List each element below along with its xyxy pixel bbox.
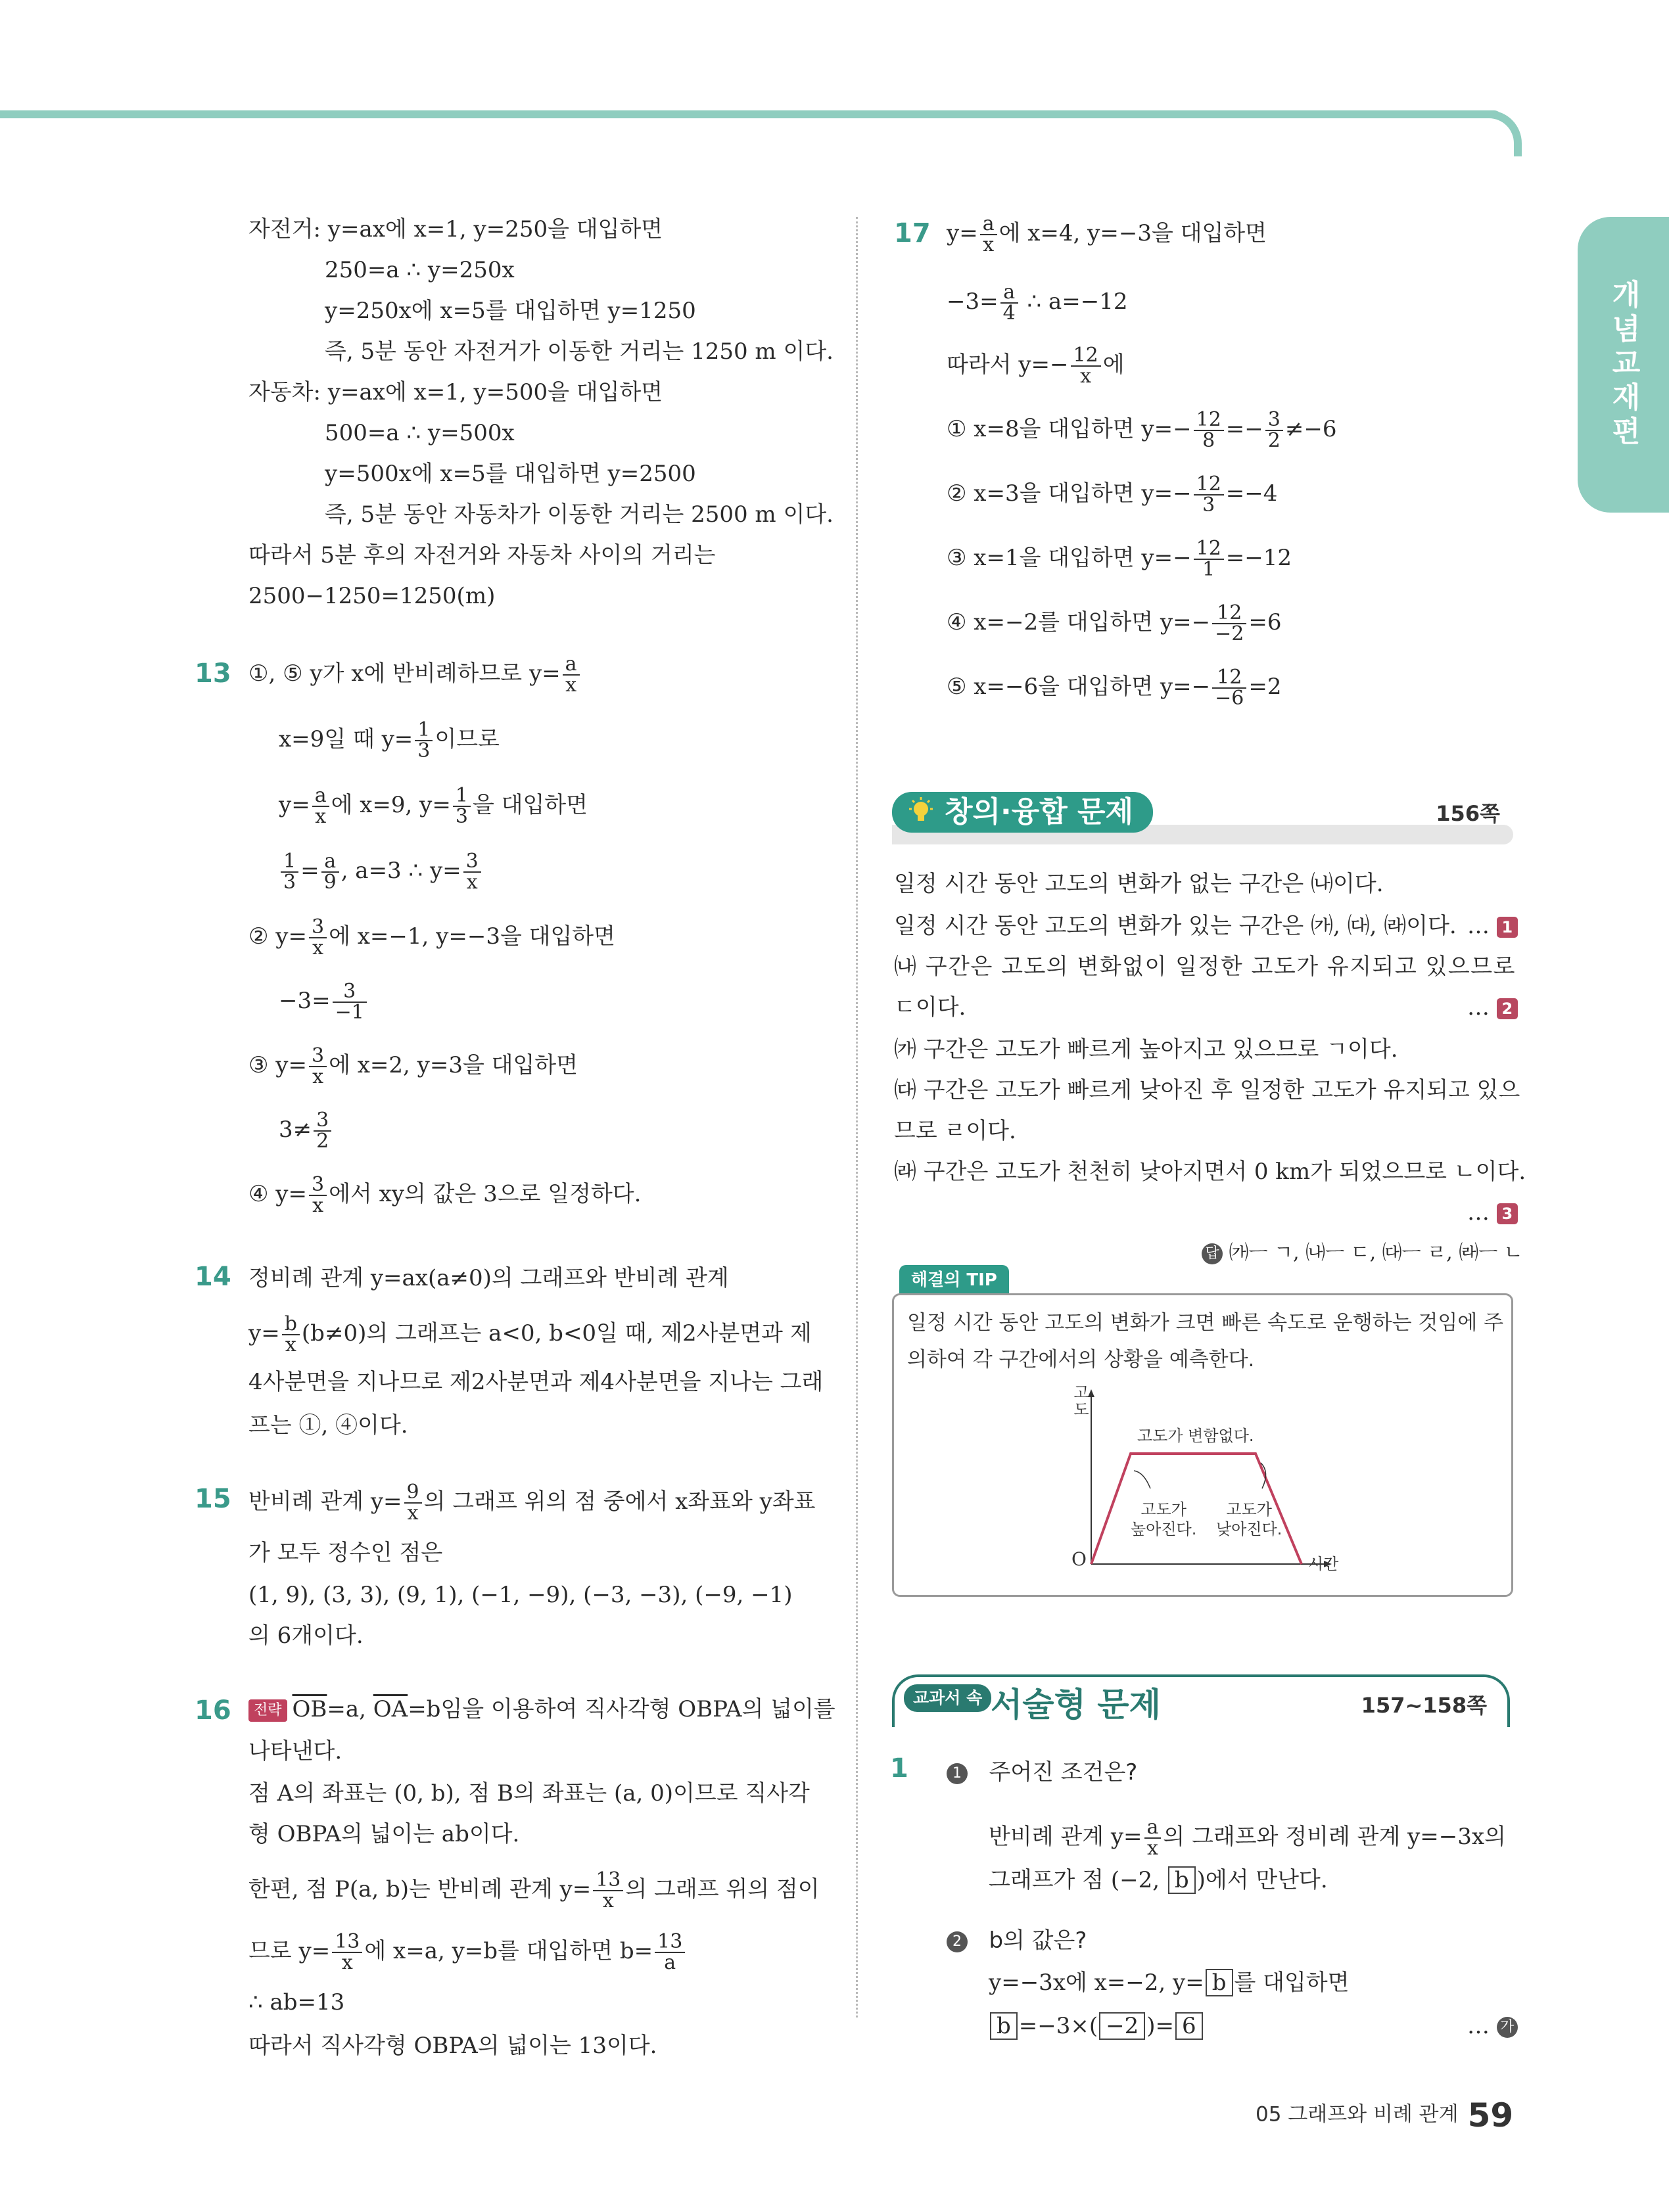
q16-line-8: 따라서 직사각형 OBPA의 넓이는 13이다. <box>248 2033 657 2059</box>
essay-step-2-line-1: y=−3x에 x=−2, y= b 를 대입하면 <box>989 1970 1350 1996</box>
graph-y-label: 고도 <box>1073 1383 1089 1419</box>
creative-line-8: ㈑ 구간은 고도가 천천히 낮아지면서 0 km가 되었으므로 ㄴ이다. <box>894 1159 1526 1185</box>
lightbulb-icon <box>906 797 935 826</box>
q14-line-3: 4사분면을 지나므로 제2사분면과 제4사분면을 지나는 그래 <box>248 1369 824 1395</box>
step-1-badge: 1 <box>947 1763 968 1784</box>
essay-page-ref: 157~158쪽 <box>1361 1693 1487 1718</box>
left-line-2: 250=a ∴ y=250x <box>325 257 515 283</box>
problem-number-17: 17 <box>894 218 931 248</box>
problem-number-16: 16 <box>195 1695 231 1726</box>
page-number: 59 <box>1467 2096 1514 2134</box>
left-line-10: 2500−1250=1250(m) <box>248 583 496 609</box>
step-badge-2: 2 <box>1497 998 1518 1019</box>
q13-line-4: $\frac{1}{3}$ = $\frac{a}{9}$ , a=3 ∴ y= $\frac{3}{x}$ <box>279 852 483 892</box>
left-line-8: 즉, 5분 동안 자동차가 이동한 거리는 2500 m 이다. <box>325 501 834 528</box>
problem-number-13: 13 <box>195 658 231 689</box>
essay-step-1-line-2: 그래프가 점 (−2, b )에서 만난다. <box>989 1867 1328 1893</box>
creative-line-5: ㈎ 구간은 고도가 빠르게 높아지고 있으므로 ㄱ이다. <box>894 1036 1398 1063</box>
q13-line-3: y= $\frac{a}{x}$ 에 x=9, y= $\frac{1}{3}$ 을 대입하면 <box>279 784 588 828</box>
q17-line-1: y= $\frac{a}{x}$ 에 x=4, y=−3을 대입하면 <box>947 212 1267 256</box>
creative-line-4: ㄷ이다. <box>894 994 966 1021</box>
q17-line-3: 따라서 y=− $\frac{12}{x}$ 에 <box>947 344 1125 388</box>
creative-mark-1: … 1 <box>1467 911 1518 941</box>
tip-line-2: 의하여 각 구간에서의 상황을 예측한다. <box>907 1348 1255 1371</box>
q17-line-4: ① x=8을 대입하면 y=− $\frac{12}{8}$ =− $\frac{3}{2}$ ≠−6 <box>947 408 1337 452</box>
column-divider <box>856 217 858 2017</box>
creative-answer: 답 ㈎ㅡ ㄱ, ㈏ㅡ ㄷ, ㈐ㅡ ㄹ, ㈑ㅡ ㄴ <box>1202 1238 1523 1268</box>
page-footer <box>1256 2096 1513 2134</box>
essay-section-header <box>892 1674 1513 1727</box>
strategy-badge: 전략 <box>248 1699 287 1722</box>
creative-mark-3: … 3 <box>1467 1197 1518 1228</box>
left-line-4: 즉, 5분 동안 자전거가 이동한 거리는 1250 m 이다. <box>325 338 834 365</box>
q16-line-6: 므로 y= $\frac{13}{x}$ 에 x=a, y=b를 대입하면 b= $\frac{13}{a}$ <box>248 1932 687 1973</box>
tip-line-1: 일정 시간 동안 고도의 변화가 크면 빠른 속도로 운행하는 것임에 주 <box>907 1311 1504 1335</box>
graph-right-label: 고도가 낮아진다. <box>1216 1500 1282 1538</box>
q15-line-2: 가 모두 정수인 점은 <box>248 1540 443 1566</box>
q17-line-7: ④ x=−2를 대입하면 y=− $\frac{12}{-2}$ =6 <box>947 601 1282 645</box>
graph-top-label: 고도가 변함없다. <box>1137 1427 1254 1445</box>
q13-line-5: ② y= $\frac{3}{x}$ 에 x=−1, y=−3을 대입하면 <box>248 915 615 959</box>
q15-line-4: 의 6개이다. <box>248 1623 364 1649</box>
q16-line-3: 점 A의 좌표는 (0, b), 점 B의 좌표는 (a, 0)이므로 직사각 <box>248 1780 810 1807</box>
q14-line-1: 정비례 관계 y=ax(a≠0)의 그래프와 반비례 관계 <box>248 1265 729 1291</box>
graph-origin: O <box>1071 1548 1087 1570</box>
q16-line-2: 나타낸다. <box>248 1738 342 1764</box>
step-badge-1: 1 <box>1497 917 1518 938</box>
q14-line-4: 프는 ①, ④이다. <box>248 1412 408 1439</box>
left-line-6: 500=a ∴ y=500x <box>325 420 515 446</box>
creative-line-2: 일정 시간 동안 고도의 변화가 있는 구간은 ㈎, ㈐, ㈑이다. <box>894 913 1457 939</box>
creative-line-7: 므로 ㄹ이다. <box>894 1118 1016 1144</box>
step-2-badge: 2 <box>947 1931 968 1952</box>
essay-mark: … 가 <box>1467 2011 1518 2041</box>
left-line-1: 자전거: y=ax에 x=1, y=250을 대입하면 <box>248 216 663 242</box>
chapter-title: 05 그래프와 비례 관계 <box>1256 2102 1459 2127</box>
top-decor-curve <box>1463 110 1522 156</box>
q13-line-1: ①, ⑤ y가 x에 반비례하므로 y= $\frac{a}{x}$ <box>248 655 582 695</box>
tip-label: 해결의 TIP <box>899 1265 1009 1295</box>
creative-line-6: ㈐ 구간은 고도가 빠르게 낮아진 후 일정한 고도가 유지되고 있으 <box>894 1077 1520 1103</box>
left-line-5: 자동차: y=ax에 x=1, y=500을 대입하면 <box>248 379 663 405</box>
mark-ga-badge: 가 <box>1497 2017 1518 2038</box>
q15-line-3: (1, 9), (3, 3), (9, 1), (−1, −9), (−3, −3), (−9, −1) <box>248 1582 793 1608</box>
graph-x-label: 시간 <box>1308 1555 1339 1573</box>
creative-line-3: ㈏ 구간은 고도의 변화없이 일정한 고도가 유지되고 있으므로 <box>894 954 1516 980</box>
problem-number-14: 14 <box>195 1262 231 1292</box>
left-line-7: y=500x에 x=5를 대입하면 y=2500 <box>325 461 696 487</box>
rise-pointer <box>1134 1471 1150 1488</box>
q17-line-8: ⑤ x=−6을 대입하면 y=− $\frac{12}{-6}$ =2 <box>947 666 1282 710</box>
creative-line-1: 일정 시간 동안 고도의 변화가 없는 구간은 ㈏이다. <box>894 871 1384 897</box>
q14-line-2: y= $\frac{b}{x}$ (b≠0)의 그래프는 a<0, b<0일 때, 제2사분면과 제 <box>248 1312 812 1356</box>
creative-page-ref: 156쪽 <box>1436 801 1500 826</box>
q17-line-2: −3= $\frac{a}{4}$ ∴ a=−12 <box>947 281 1128 325</box>
q16-line-7: ∴ ab=13 <box>248 1989 345 2016</box>
creative-title: 창의·융합 문제 <box>892 792 1153 833</box>
essay-title: 서술형 문제 <box>991 1686 1161 1724</box>
q13-line-9: ④ y= $\frac{3}{x}$ 에서 xy의 값은 3으로 일정하다. <box>248 1173 642 1217</box>
left-line-3: y=250x에 x=5를 대입하면 y=1250 <box>325 298 696 324</box>
essay-pill: 교과서 속 <box>904 1684 991 1712</box>
top-decor-bar <box>0 110 1502 118</box>
essay-step-1-title: 1 주어진 조건은? <box>947 1757 1137 1787</box>
q17-line-6: ③ x=1을 대입하면 y=− $\frac{12}{1}$ =−12 <box>947 537 1292 581</box>
answer-badge: 답 <box>1202 1243 1223 1264</box>
q13-line-7: ③ y= $\frac{3}{x}$ 에 x=2, y=3을 대입하면 <box>248 1044 578 1088</box>
q17-line-5: ② x=3을 대입하면 y=− $\frac{12}{3}$ =−4 <box>947 472 1278 517</box>
essay-step-1-line-1: 반비례 관계 y= $\frac{a}{x}$ 의 그래프와 정비례 관계 y=−3x의 <box>989 1816 1506 1860</box>
essay-problem-number-1: 1 <box>890 1753 908 1784</box>
q13-line-8: 3≠ $\frac{3}{2}$ <box>279 1111 333 1151</box>
q13-line-2: x=9일 때 y= $\frac{1}{3}$ 이므로 <box>279 718 500 762</box>
creative-mark-2: … 2 <box>1467 992 1518 1023</box>
left-line-9: 따라서 5분 후의 자전거와 자동차 사이의 거리는 <box>248 542 716 568</box>
side-tab: 개념교재편 <box>1578 217 1669 513</box>
problem-number-15: 15 <box>195 1484 231 1514</box>
q13-line-6: −3= $\frac{3}{-1}$ <box>279 982 369 1023</box>
essay-step-2-title: 2 b의 값은? <box>947 1925 1087 1956</box>
step-badge-3: 3 <box>1497 1203 1518 1224</box>
creative-section-header <box>892 792 1513 846</box>
q16-line-5: 한편, 점 P(a, b)는 반비례 관계 y= $\frac{13}{x}$ 의 그래프 위의 점이 <box>248 1868 820 1912</box>
q15-line-1: 반비례 관계 y= $\frac{9}{x}$ 의 그래프 위의 점 중에서 x좌표와 y좌표 <box>248 1481 816 1525</box>
q16-line-4: 형 OBPA의 넓이는 ab이다. <box>248 1821 520 1847</box>
essay-step-2-line-2: b =−3×( −2 )= 6 <box>989 2011 1204 2041</box>
q16-line-1: 전략 $\overline{OB}=a$, $\overline{OA}=b$임을 이용하여 직사각형 OBPA의 넓이를 <box>248 1694 835 1724</box>
graph-left-label: 고도가 높아진다. <box>1131 1500 1197 1538</box>
